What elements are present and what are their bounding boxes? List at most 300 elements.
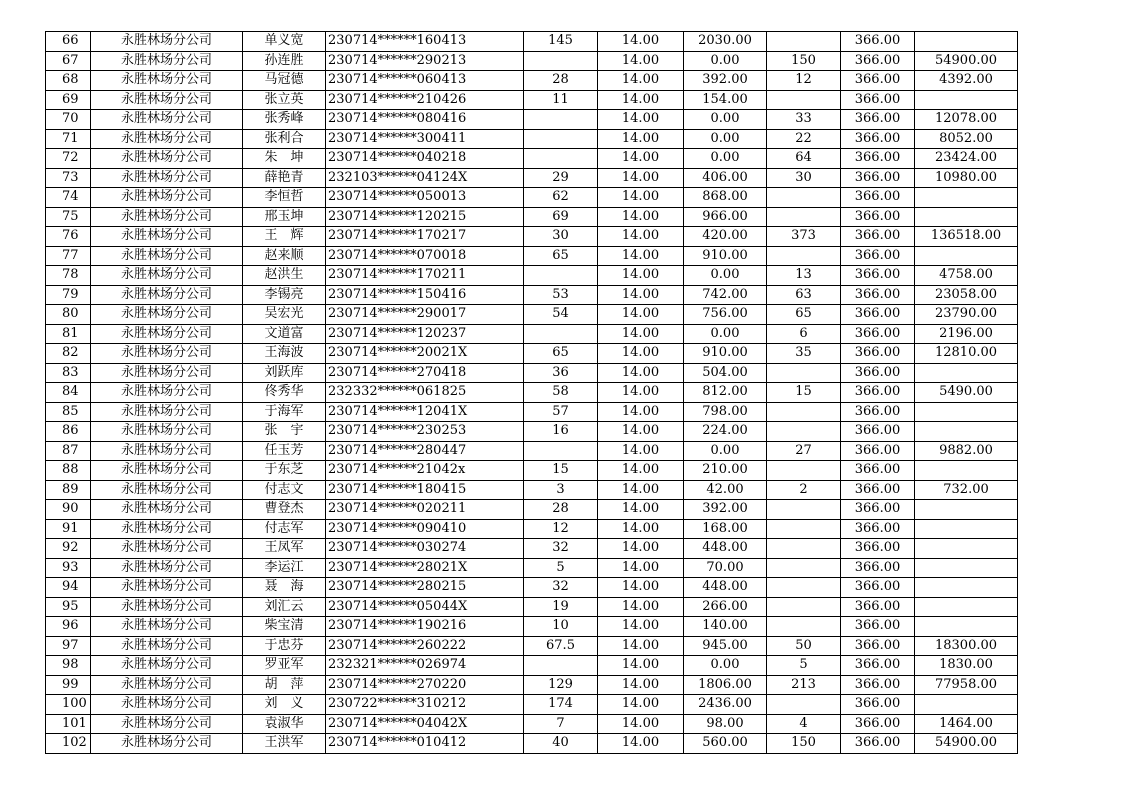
unit-price-cell: 14.00 [598,305,684,325]
quantity-a-cell: 3 [524,480,598,500]
quantity-a-cell [524,149,598,169]
unit-cell: 永胜林场分公司 [91,402,243,422]
id-number-cell: 230714******290017 [326,305,524,325]
person-name-cell: 李运江 [243,558,326,578]
quantity-a-cell: 12 [524,519,598,539]
total-cell [915,500,1018,520]
table-row [46,480,1018,500]
person-name-cell: 单义宽 [243,32,326,52]
rate-cell: 366.00 [841,519,915,539]
id-number-cell: 230714******12041X [326,402,524,422]
quantity-b-cell [767,461,841,481]
person-name-cell: 张利合 [243,129,326,149]
table-row [46,129,1018,149]
table-row [46,344,1018,364]
person-name-cell: 刘汇云 [243,597,326,617]
amount-cell: 266.00 [684,597,767,617]
person-name-cell: 付志军 [243,519,326,539]
unit-price-cell: 14.00 [598,558,684,578]
unit-price-cell: 14.00 [598,461,684,481]
person-name-cell: 佟秀华 [243,383,326,403]
amount-cell: 0.00 [684,129,767,149]
row-number-cell: 77 [46,246,91,266]
table-row [46,734,1018,754]
person-name-cell: 王海波 [243,344,326,364]
id-number-cell: 230714******090410 [326,519,524,539]
quantity-b-cell [767,597,841,617]
rate-cell: 366.00 [841,188,915,208]
rate-cell: 366.00 [841,441,915,461]
quantity-b-cell: 4 [767,714,841,734]
table-row [46,597,1018,617]
row-number-cell: 86 [46,422,91,442]
row-number-cell: 81 [46,324,91,344]
quantity-b-cell: 63 [767,285,841,305]
unit-cell: 永胜林场分公司 [91,558,243,578]
rate-cell: 366.00 [841,675,915,695]
rate-cell: 366.00 [841,207,915,227]
unit-price-cell: 14.00 [598,422,684,442]
unit-cell: 永胜林场分公司 [91,266,243,286]
table-row [46,90,1018,110]
person-name-cell: 张立英 [243,90,326,110]
rate-cell: 366.00 [841,656,915,676]
rate-cell: 366.00 [841,734,915,754]
total-cell: 1830.00 [915,656,1018,676]
total-cell: 12810.00 [915,344,1018,364]
quantity-a-cell: 16 [524,422,598,442]
id-number-cell: 230714******28021X [326,558,524,578]
person-name-cell: 聂 海 [243,578,326,598]
total-cell [915,617,1018,637]
unit-cell: 永胜林场分公司 [91,461,243,481]
amount-cell: 560.00 [684,734,767,754]
amount-cell: 2436.00 [684,695,767,715]
quantity-a-cell: 19 [524,597,598,617]
quantity-a-cell: 129 [524,675,598,695]
unit-price-cell: 14.00 [598,714,684,734]
quantity-a-cell [524,110,598,130]
person-name-cell: 于东芝 [243,461,326,481]
unit-cell: 永胜林场分公司 [91,422,243,442]
quantity-b-cell: 213 [767,675,841,695]
amount-cell: 168.00 [684,519,767,539]
rate-cell: 366.00 [841,578,915,598]
quantity-a-cell [524,51,598,71]
table-row [46,539,1018,559]
quantity-a-cell: 28 [524,500,598,520]
total-cell: 4758.00 [915,266,1018,286]
id-number-cell: 230714******080416 [326,110,524,130]
person-name-cell: 张秀峰 [243,110,326,130]
person-name-cell: 李锡亮 [243,285,326,305]
person-name-cell: 王凤军 [243,539,326,559]
total-cell: 2196.00 [915,324,1018,344]
amount-cell: 98.00 [684,714,767,734]
id-number-cell: 230714******300411 [326,129,524,149]
person-name-cell: 文道富 [243,324,326,344]
quantity-b-cell: 2 [767,480,841,500]
quantity-b-cell [767,558,841,578]
quantity-b-cell [767,539,841,559]
total-cell [915,695,1018,715]
quantity-b-cell: 12 [767,71,841,91]
rate-cell: 366.00 [841,227,915,247]
quantity-a-cell [524,324,598,344]
table-row [46,636,1018,656]
quantity-a-cell: 58 [524,383,598,403]
quantity-a-cell: 62 [524,188,598,208]
quantity-b-cell: 30 [767,168,841,188]
id-number-cell: 230714******04042X [326,714,524,734]
unit-price-cell: 14.00 [598,149,684,169]
total-cell: 18300.00 [915,636,1018,656]
row-number-cell: 85 [46,402,91,422]
quantity-a-cell: 29 [524,168,598,188]
rate-cell: 366.00 [841,558,915,578]
unit-price-cell: 14.00 [598,578,684,598]
unit-price-cell: 14.00 [598,617,684,637]
id-number-cell: 230714******170217 [326,227,524,247]
row-number-cell: 93 [46,558,91,578]
total-cell: 54900.00 [915,734,1018,754]
unit-cell: 永胜林场分公司 [91,675,243,695]
person-name-cell: 李恒哲 [243,188,326,208]
table-row [46,32,1018,52]
total-cell [915,461,1018,481]
id-number-cell: 230714******040218 [326,149,524,169]
total-cell [915,422,1018,442]
unit-price-cell: 14.00 [598,266,684,286]
unit-price-cell: 14.00 [598,110,684,130]
unit-cell: 永胜林场分公司 [91,714,243,734]
amount-cell: 910.00 [684,344,767,364]
table-row [46,461,1018,481]
unit-cell: 永胜林场分公司 [91,71,243,91]
quantity-b-cell: 35 [767,344,841,364]
quantity-a-cell: 10 [524,617,598,637]
person-name-cell: 袁淑华 [243,714,326,734]
rate-cell: 366.00 [841,285,915,305]
quantity-b-cell [767,500,841,520]
id-number-cell: 230714******270418 [326,363,524,383]
unit-cell: 永胜林场分公司 [91,51,243,71]
unit-cell: 永胜林场分公司 [91,441,243,461]
person-name-cell: 刘跃库 [243,363,326,383]
amount-cell: 0.00 [684,656,767,676]
total-cell: 9882.00 [915,441,1018,461]
table-row [46,71,1018,91]
quantity-b-cell: 27 [767,441,841,461]
quantity-b-cell: 150 [767,734,841,754]
row-number-cell: 99 [46,675,91,695]
unit-cell: 永胜林场分公司 [91,500,243,520]
total-cell [915,597,1018,617]
quantity-b-cell [767,578,841,598]
unit-price-cell: 14.00 [598,344,684,364]
rate-cell: 366.00 [841,90,915,110]
unit-price-cell: 14.00 [598,402,684,422]
amount-cell: 154.00 [684,90,767,110]
amount-cell: 392.00 [684,500,767,520]
row-number-cell: 97 [46,636,91,656]
unit-price-cell: 14.00 [598,636,684,656]
rate-cell: 366.00 [841,266,915,286]
total-cell [915,246,1018,266]
person-name-cell: 张 宇 [243,422,326,442]
total-cell [915,402,1018,422]
table-row [46,519,1018,539]
total-cell [915,363,1018,383]
quantity-a-cell: 5 [524,558,598,578]
rate-cell: 366.00 [841,71,915,91]
rate-cell: 366.00 [841,480,915,500]
id-number-cell: 230722******310212 [326,695,524,715]
amount-cell: 210.00 [684,461,767,481]
amount-cell: 392.00 [684,71,767,91]
id-number-cell: 230714******150416 [326,285,524,305]
table-row [46,617,1018,637]
unit-cell: 永胜林场分公司 [91,344,243,364]
id-number-cell: 230714******120237 [326,324,524,344]
row-number-cell: 92 [46,539,91,559]
table-row [46,324,1018,344]
amount-cell: 140.00 [684,617,767,637]
person-name-cell: 孙连胜 [243,51,326,71]
amount-cell: 448.00 [684,539,767,559]
rate-cell: 366.00 [841,149,915,169]
row-number-cell: 91 [46,519,91,539]
person-name-cell: 曹登杰 [243,500,326,520]
table-row [46,227,1018,247]
rate-cell: 366.00 [841,344,915,364]
table-row [46,500,1018,520]
person-name-cell: 王洪军 [243,734,326,754]
id-number-cell: 230714******270220 [326,675,524,695]
quantity-a-cell [524,266,598,286]
amount-cell: 504.00 [684,363,767,383]
rate-cell: 366.00 [841,246,915,266]
id-number-cell: 230714******280447 [326,441,524,461]
total-cell [915,558,1018,578]
quantity-b-cell [767,422,841,442]
row-number-cell: 73 [46,168,91,188]
amount-cell: 0.00 [684,324,767,344]
amount-cell: 0.00 [684,51,767,71]
row-number-cell: 75 [46,207,91,227]
data-table [45,31,1018,754]
table-row [46,168,1018,188]
total-cell: 1464.00 [915,714,1018,734]
unit-cell: 永胜林场分公司 [91,32,243,52]
id-number-cell: 230714******260222 [326,636,524,656]
amount-cell: 0.00 [684,149,767,169]
unit-cell: 永胜林场分公司 [91,149,243,169]
table-row [46,110,1018,130]
quantity-b-cell: 50 [767,636,841,656]
quantity-b-cell [767,246,841,266]
unit-cell: 永胜林场分公司 [91,636,243,656]
quantity-a-cell: 145 [524,32,598,52]
quantity-b-cell [767,402,841,422]
quantity-a-cell [524,656,598,676]
amount-cell: 42.00 [684,480,767,500]
table-row [46,558,1018,578]
quantity-b-cell [767,617,841,637]
rate-cell: 366.00 [841,324,915,344]
total-cell [915,90,1018,110]
table-row [46,266,1018,286]
person-name-cell: 刘 义 [243,695,326,715]
person-name-cell: 薛艳青 [243,168,326,188]
table-row [46,383,1018,403]
total-cell: 8052.00 [915,129,1018,149]
total-cell: 54900.00 [915,51,1018,71]
table-row [46,422,1018,442]
id-number-cell: 230714******070018 [326,246,524,266]
total-cell: 732.00 [915,480,1018,500]
person-name-cell: 付志文 [243,480,326,500]
amount-cell: 1806.00 [684,675,767,695]
person-name-cell: 柴宝清 [243,617,326,637]
row-number-cell: 100 [46,695,91,715]
quantity-a-cell: 32 [524,539,598,559]
row-number-cell: 94 [46,578,91,598]
person-name-cell: 赵来顺 [243,246,326,266]
quantity-a-cell: 30 [524,227,598,247]
table-row [46,285,1018,305]
table-row [46,188,1018,208]
amount-cell: 2030.00 [684,32,767,52]
quantity-a-cell: 7 [524,714,598,734]
unit-cell: 永胜林场分公司 [91,227,243,247]
total-cell [915,578,1018,598]
unit-cell: 永胜林场分公司 [91,207,243,227]
id-number-cell: 230714******060413 [326,71,524,91]
row-number-cell: 82 [46,344,91,364]
unit-price-cell: 14.00 [598,324,684,344]
unit-price-cell: 14.00 [598,695,684,715]
quantity-a-cell: 40 [524,734,598,754]
total-cell: 23790.00 [915,305,1018,325]
row-number-cell: 84 [46,383,91,403]
row-number-cell: 79 [46,285,91,305]
id-number-cell: 230714******020211 [326,500,524,520]
unit-cell: 永胜林场分公司 [91,695,243,715]
unit-price-cell: 14.00 [598,129,684,149]
rate-cell: 366.00 [841,51,915,71]
quantity-a-cell: 65 [524,246,598,266]
person-name-cell: 吴宏光 [243,305,326,325]
amount-cell: 420.00 [684,227,767,247]
table-row [46,305,1018,325]
unit-cell: 永胜林场分公司 [91,363,243,383]
quantity-b-cell [767,188,841,208]
id-number-cell: 230714******290213 [326,51,524,71]
quantity-a-cell: 174 [524,695,598,715]
unit-cell: 永胜林场分公司 [91,734,243,754]
person-name-cell: 王 辉 [243,227,326,247]
quantity-b-cell [767,32,841,52]
amount-cell: 868.00 [684,188,767,208]
id-number-cell: 230714******160413 [326,32,524,52]
table-row [46,578,1018,598]
row-number-cell: 90 [46,500,91,520]
row-number-cell: 74 [46,188,91,208]
row-number-cell: 88 [46,461,91,481]
total-cell: 77958.00 [915,675,1018,695]
unit-cell: 永胜林场分公司 [91,305,243,325]
person-name-cell: 朱 坤 [243,149,326,169]
quantity-a-cell: 15 [524,461,598,481]
amount-cell: 406.00 [684,168,767,188]
row-number-cell: 87 [46,441,91,461]
quantity-b-cell [767,695,841,715]
unit-cell: 永胜林场分公司 [91,188,243,208]
unit-cell: 永胜林场分公司 [91,246,243,266]
unit-cell: 永胜林场分公司 [91,324,243,344]
unit-cell: 永胜林场分公司 [91,110,243,130]
unit-cell: 永胜林场分公司 [91,383,243,403]
amount-cell: 0.00 [684,110,767,130]
quantity-a-cell: 67.5 [524,636,598,656]
row-number-cell: 67 [46,51,91,71]
unit-price-cell: 14.00 [598,441,684,461]
row-number-cell: 80 [46,305,91,325]
row-number-cell: 83 [46,363,91,383]
unit-price-cell: 14.00 [598,500,684,520]
quantity-b-cell: 373 [767,227,841,247]
unit-price-cell: 14.00 [598,656,684,676]
amount-cell: 448.00 [684,578,767,598]
id-number-cell: 230714******05044X [326,597,524,617]
quantity-a-cell: 32 [524,578,598,598]
unit-cell: 永胜林场分公司 [91,519,243,539]
table-row [46,695,1018,715]
unit-price-cell: 14.00 [598,246,684,266]
table-row [46,246,1018,266]
id-number-cell: 230714******280215 [326,578,524,598]
rate-cell: 366.00 [841,597,915,617]
quantity-a-cell [524,441,598,461]
rate-cell: 366.00 [841,714,915,734]
amount-cell: 224.00 [684,422,767,442]
id-number-cell: 230714******030274 [326,539,524,559]
person-name-cell: 邢玉坤 [243,207,326,227]
amount-cell: 910.00 [684,246,767,266]
row-number-cell: 89 [46,480,91,500]
row-number-cell: 68 [46,71,91,91]
rate-cell: 366.00 [841,168,915,188]
total-cell: 23424.00 [915,149,1018,169]
total-cell [915,32,1018,52]
row-number-cell: 78 [46,266,91,286]
id-number-cell: 230714******21042x [326,461,524,481]
total-cell: 4392.00 [915,71,1018,91]
id-number-cell: 230714******170211 [326,266,524,286]
unit-price-cell: 14.00 [598,285,684,305]
unit-price-cell: 14.00 [598,51,684,71]
rate-cell: 366.00 [841,383,915,403]
row-number-cell: 95 [46,597,91,617]
total-cell: 5490.00 [915,383,1018,403]
rate-cell: 366.00 [841,129,915,149]
total-cell [915,539,1018,559]
id-number-cell: 230714******010412 [326,734,524,754]
quantity-a-cell: 57 [524,402,598,422]
amount-cell: 966.00 [684,207,767,227]
rate-cell: 366.00 [841,500,915,520]
